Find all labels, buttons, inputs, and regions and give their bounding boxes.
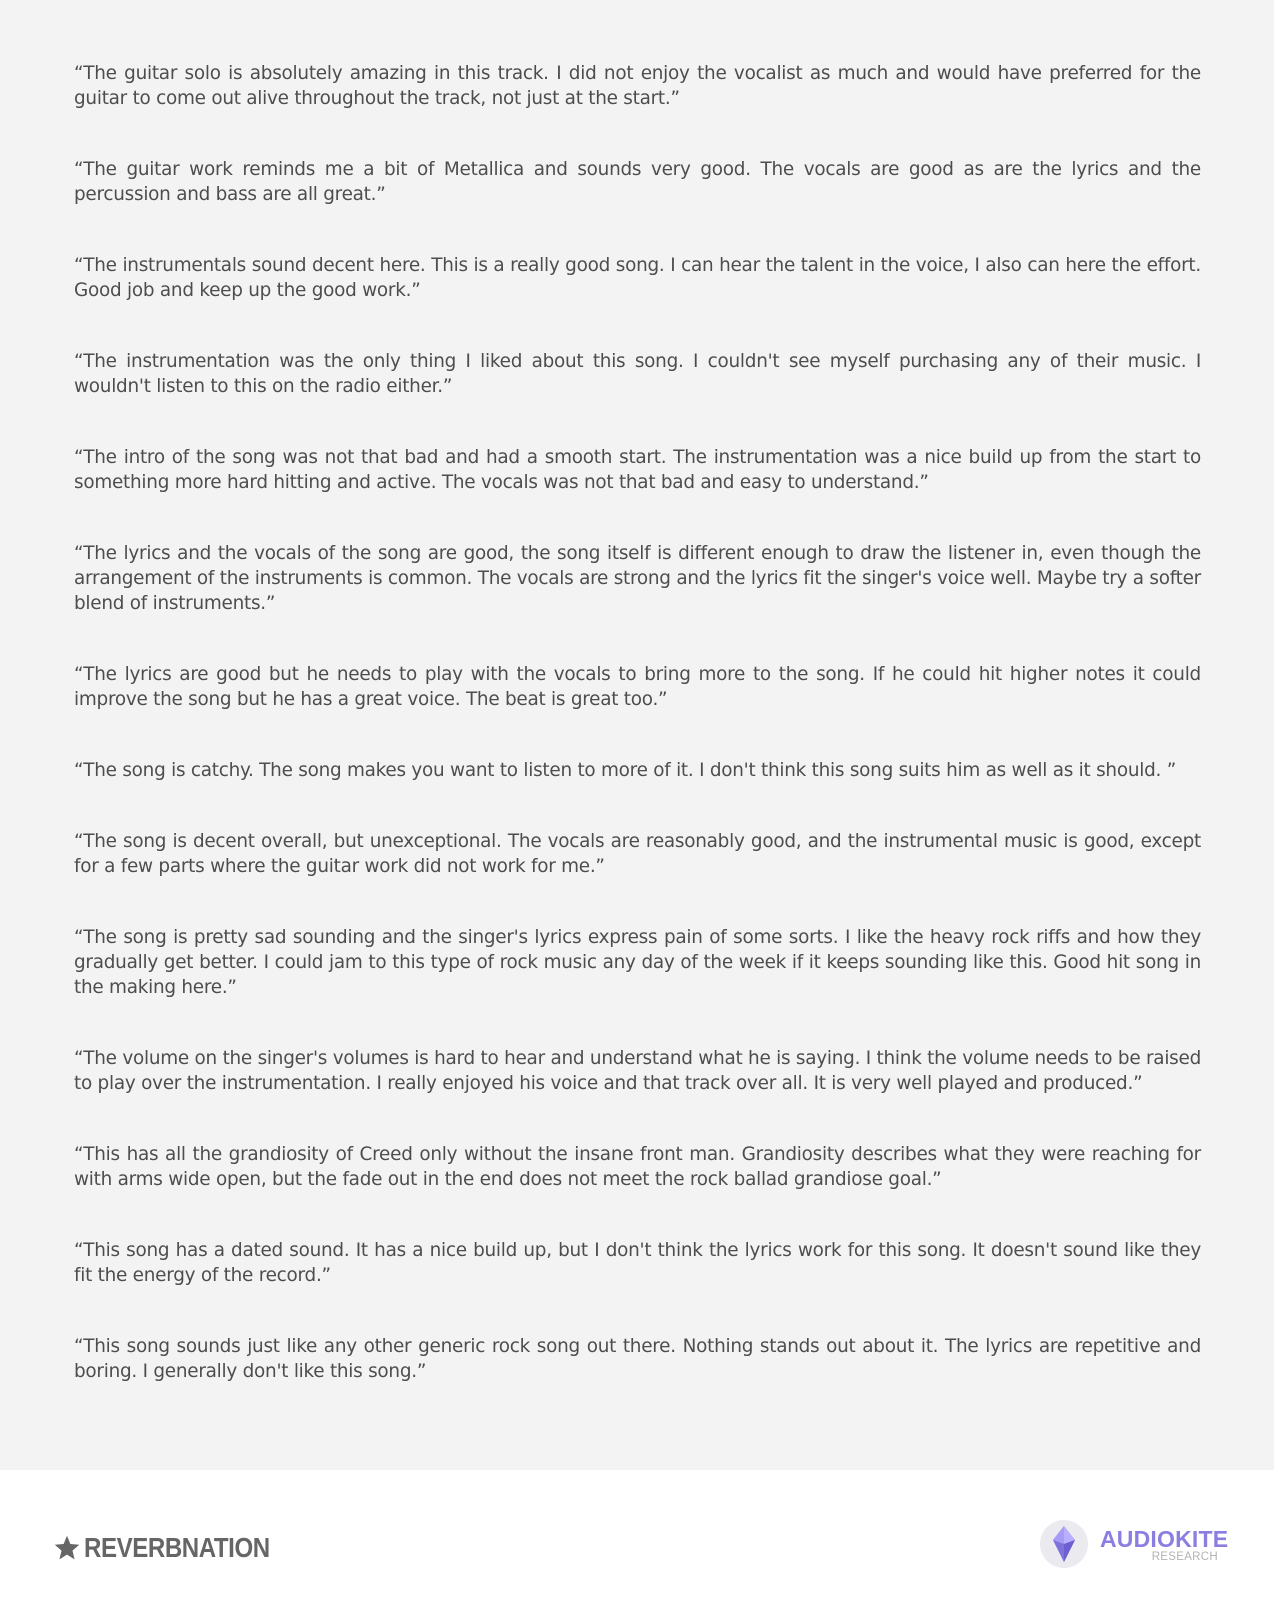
audiokite-subtitle: RESEARCH <box>1151 1551 1218 1563</box>
quote-list <box>74 61 1201 1430</box>
reverbnation-wordmark: REVERBNATION <box>84 1532 270 1563</box>
quote-item: “The instrumentals sound decent here. This is a really good song. I can hear the talent in the voice, I also can here the effort. Good job and keep up the good work.” <box>74 255 1201 301</box>
quote-item: “The intro of the song was not that bad and had a smooth start. The instrumentation was a nice build up from the start to something more hard hitting and active. The vocals was not that bad and easy to understand.” <box>74 447 1201 493</box>
quote-item: “The guitar work reminds me a bit of Metallica and sounds very good. The vocals are good as are the lyrics and the percussion and bass are all great.” <box>74 159 1201 205</box>
quote-item: “The lyrics and the vocals of the song are good, the song itself is different enough to draw the listener in, even though the arrangement of the instruments is common. The vocals are strong and the lyrics fit the singer's voice well. Maybe try a softer blend of instruments.” <box>74 543 1201 614</box>
audiokite-logo <box>1040 1520 1240 1572</box>
quote-item: “The song is decent overall, but unexceptional. The vocals are reasonably good, and the instrumental music is good, except for a few parts where the guitar work did not work for me.” <box>74 831 1201 877</box>
quote-item: “The song is catchy. The song makes you want to listen to more of it. I don't think this song suits him as well as it should. ” <box>74 760 1176 781</box>
audiokite-badge <box>1040 1520 1088 1568</box>
reverbnation-logo <box>53 1530 300 1566</box>
audiokite-wordmark: AUDIOKITE <box>1100 1526 1229 1552</box>
quote-item: “The volume on the singer's volumes is hard to hear and understand what he is saying. I think the volume needs to be raised to play over the instrumentation. I really enjoyed his voice and that track over all. It is very well played and produced.” <box>74 1048 1201 1094</box>
quote-item: “This song sounds just like any other generic rock song out there. Nothing stands out about it. The lyrics are repetitive and boring. I generally don't like this song.” <box>74 1336 1201 1382</box>
star-icon <box>53 1534 81 1562</box>
crystal-gem-icon <box>1040 1520 1088 1568</box>
quote-item: “This has all the grandiosity of Creed only without the insane front man. Grandiosity describes what they were reaching for with arms wide open, but the fade out in the end does not meet the rock ballad grandiose goal.” <box>74 1144 1201 1190</box>
quote-item: “The song is pretty sad sounding and the singer's lyrics express pain of some sorts. I like the heavy rock riffs and how they gradually get better. I could jam to this type of rock music any day of the week if it keeps sounding like this. Good hit song in the making here.” <box>74 927 1201 998</box>
quote-item: “The instrumentation was the only thing I liked about this song. I couldn't see myself purchasing any of their music. I wouldn't listen to this on the radio either.” <box>74 351 1201 397</box>
quote-item: “The lyrics are good but he needs to play with the vocals to bring more to the song. If he could hit higher notes it could improve the song but he has a great voice. The beat is great too.” <box>74 664 1201 710</box>
quote-item: “The guitar solo is absolutely amazing in this track. I did not enjoy the vocalist as much and would have preferred for the guitar to come out alive throughout the track, not just at the start.” <box>74 63 1201 109</box>
quote-item: “This song has a dated sound. It has a nice build up, but I don't think the lyrics work for this song. It doesn't sound like they fit the energy of the record.” <box>74 1240 1201 1286</box>
